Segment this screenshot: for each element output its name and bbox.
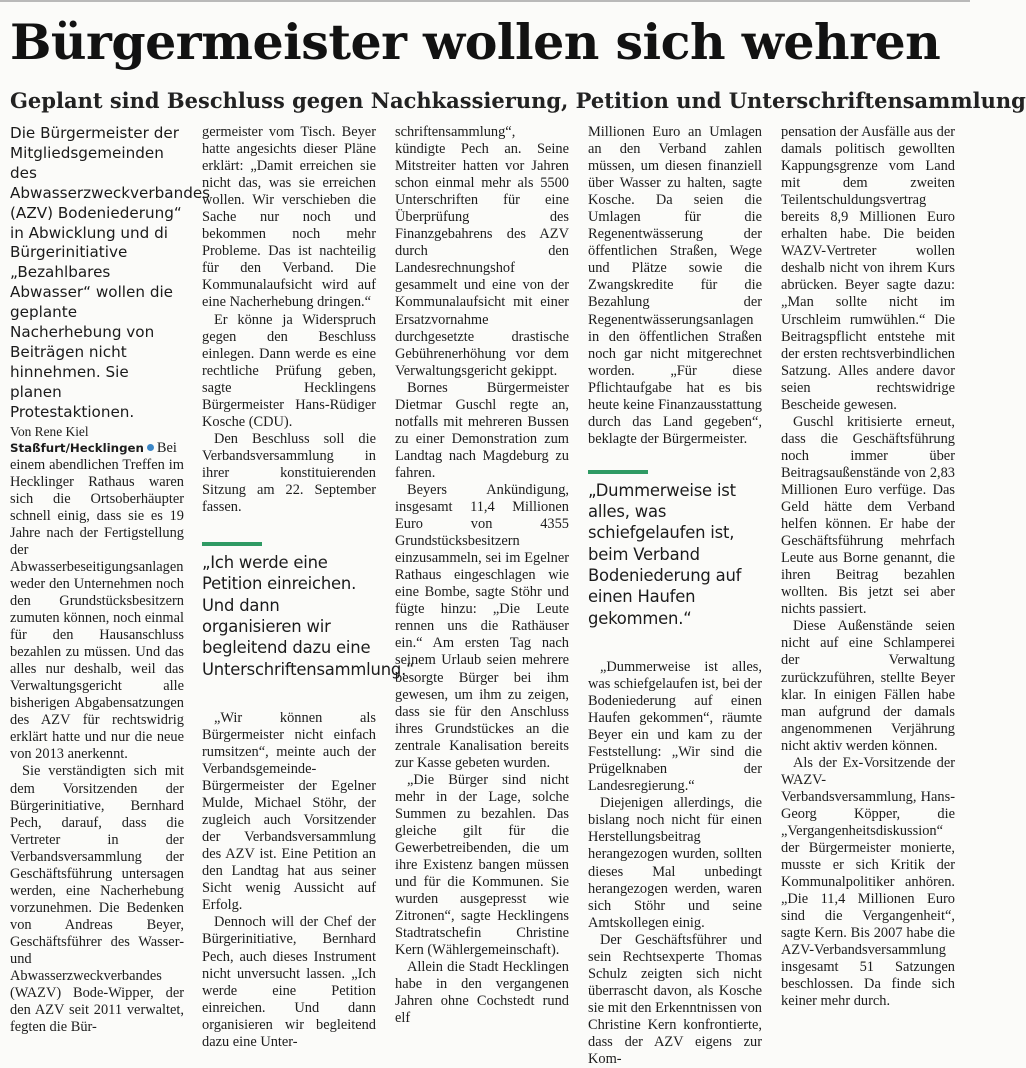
top-rule bbox=[0, 0, 970, 2]
pull-quote-text: „Dummerweise ist alles, was schiefgelaufen ist, beim Verband Bodeniederung auf einen Haufen gekommen.“ bbox=[588, 480, 742, 628]
dateline-dot-icon bbox=[147, 444, 154, 451]
body-paragraph: germeister vom Tisch. Beyer hatte angesichts dieser Pläne erklärt: „Damit erreichen sie nicht das, was sie erreichen wollen. Wir verschieben die Sache nur noch und bekommen noch mehr Probleme. Das ist nachteilig für den Verband. Die Kommunalaufsicht wird auf eine Nacherhebung dringen.“ bbox=[202, 124, 376, 311]
body-paragraph: Dennoch will der Chef der Bürgerinitiative, Bernhard Pech, auch dieses Instrument nicht unversucht lassen. „Ich werde eine Petition einreichen. Und dann organisieren wir begleitend dazu eine Unter- bbox=[202, 914, 376, 1050]
body-paragraph: Er könne ja Widerspruch gegen den Beschluss einlegen. Dann werde es eine rechtliche Prüfung geben, sagte Hecklingens Bürgermeister Hans-Rüdiger Kosche (CDU). bbox=[202, 311, 376, 430]
body-paragraph: pensation der Ausfälle aus der damals politisch gewollten Kappungsgrenze vom Land mit dem zweiten Teilentschuldungsvertrag bereits 8,9 Millionen Euro erhalten habe. Die beiden WAZV-Vertreter wollen deshalb nicht von ihrem Kurs abrücken. Beyer sagte dazu: „Man sollte nicht im Urschleim rumwühlen.“ Die Beitragspflicht entstehe mit der ersten rechtsverbindlichen Satzung. Alles andere davor seien rechtswidrige Bescheide gewesen. bbox=[781, 124, 955, 413]
column-2 bbox=[202, 124, 415, 1050]
byline: Von Rene Kiel bbox=[10, 423, 89, 439]
column-1 bbox=[10, 124, 211, 1036]
body-paragraph: schriftensammlung“, kündigte Pech an. Seine Mitstreiter hatten vor Jahren schon einmal mehr als 5500 Unterschriften für eine Überprüfung des Finanzgebahrens des AZV durch den Landesrechnungshof gesammelt und eine von der Kommunalaufsicht mit einer Ersatzvornahme durchgesetzte drastische Gebührenerhöhung vor dem Verwaltungsgericht gekippt. bbox=[395, 124, 569, 379]
body-paragraph: Sie verständigten sich mit dem Vorsitzenden der Bürgerinitiative, Bernhard Pech, darauf, dass die Vertreter in der Verbandsversammlung der Geschäftsführung untersagen werden, eine Nacherhebung vorzunehmen. Die Bedenken von Andreas Beyer, Geschäftsführer des Wasser- und Abwasserzweckverbandes (WAZV) Bode-Wipper, der den AZV seit 2011 verwaltet, fegten die Bür- bbox=[10, 763, 184, 1036]
headline: Bürgermeister wollen sich wehren bbox=[10, 13, 941, 71]
body-paragraph: Guschl kritisierte erneut, dass die Geschäftsführung noch immer über Beitragsaußenstände von 2,83 Millionen Euro verfüge. Das Geld hätte dem Verband helfen können. Er habe der Geschäftsführung mehrfach Leute aus Borne genannt, die ihren Beitrag bezahlen wollten. Bis jetzt sei aber nichts passiert. bbox=[781, 413, 955, 618]
subheadline: Geplant sind Beschluss gegen Nachkassierung, Petition und Unterschriftensammlung bbox=[10, 88, 1026, 113]
body-paragraph: Millionen Euro an Umlagen an den Verband zahlen müssen, um diesen finanziell über Wasser zu halten, sagte Kosche. Da seien die Umlagen für die Regenentwässerung der öffentlichen Straßen, Wege und Plätze sowie die Zwangskredite für die Bezahlung der Regenentwässerungsanlagen in den öffentlichen Straßen noch gar nicht mitgerechnet worden. „Für diese Pflichtaufgabe hat es bis heute keine Finanzausstattung durch das Land gegeben“, beklagte der Bürgermeister. bbox=[588, 124, 762, 447]
pull-quote-2 bbox=[588, 470, 762, 629]
body-paragraph: Diejenigen allerdings, die bislang noch nicht für einen Herstellungsbeitrag herangezogen wurden, sollten dieses Mal unbedingt herangezogen werden, waren sich Stöhr und seine Amtskollegen einig. bbox=[588, 795, 762, 931]
body-paragraph: Der Geschäftsführer und sein Rechtsexperte Thomas Schulz zeigten sich nicht überrascht davon, als Kosche sie mit den Erkenntnissen von Christine Kern konfrontierte, dass der AZV eigens zur Kom- bbox=[588, 931, 762, 1068]
pull-quote-text: „Ich werde eine Petition einreichen. Und dann organisieren wir begleitend dazu eine Unterschriftensammlung.“ bbox=[202, 553, 415, 679]
body-paragraph: „Dummerweise ist alles, was schiefgelaufen ist, bei der Bodeniederung auf einen Haufen gekommen“, räumte Beyer ein und kam zu der Feststellung: „Wir sind die Prügelknaben der Landesregierung.“ bbox=[588, 658, 762, 795]
pull-quote-bar bbox=[202, 542, 262, 546]
pull-quote-1 bbox=[202, 542, 415, 680]
body-paragraph: Beyers Ankündigung, insgesamt 11,4 Millionen Euro von 4355 Grundstücksbesitzern einzusammeln, sei im Egelner Rathaus eingeschlagen wie eine Bombe, sagte Stöhr und fügte hinzu: „Die Leute rennen uns die Rathäuser ein.“ Am ersten Tag nach seinem Urlaub seien mehrere besorgte Bürger bei ihm gewesen, um ihm zu zeigen, dass sie für den Anschluss ihres Grundstückes an die zentrale Kanalisation bereits zur Kasse gebeten wurden. bbox=[395, 481, 569, 771]
body-paragraph: „Die Bürger sind nicht mehr in der Lage, solche Summen zu bezahlen. Das gleiche gilt für die Gewerbetreibenden, die um ihre Existenz bangen müssen und für die Kommunen. Sie wurden ausgepresst wie Zitronen“, sagte Hecklingens Stadtratschefin Christine Kern (Wählergemeinschaft). bbox=[395, 771, 569, 959]
teaser: Die Bürgermeister der Mitgliedsgemeinden des Abwasserzweckverbandes (AZV) Bodeniederung“ in Abwicklung und di Bürgerinitiative „Bezahlbares Abwasser“ wollen die geplante Nacherhebung von Beiträgen nicht hinnehmen. Sie planen Protestaktionen. bbox=[10, 124, 211, 421]
column-3 bbox=[395, 124, 569, 1027]
body-paragraph: Diese Außenstände seien nicht auf eine Schlamperei der Verwaltung zurückzuführen, stellte Beyer klar. In einigen Fällen habe man aufgrund der damals angenommenen Verjährung nicht aktiv werden können. bbox=[781, 618, 955, 754]
body-paragraph: Bornes Bürgermeister Dietmar Guschl regte an, notfalls mit mehreren Bussen zu einer Demonstration zum Landtag nach Magdeburg zu fahren. bbox=[395, 379, 569, 481]
column-5 bbox=[781, 124, 955, 1010]
column-4 bbox=[588, 124, 762, 1068]
body-paragraph bbox=[10, 440, 184, 764]
dateline: Staßfurt/Hecklingen bbox=[10, 440, 144, 455]
body-paragraph: Als der Ex-Vorsitzende der WAZV-Verbandsversammlung, Hans-Georg Köpper, die „Vergangenheitsdiskussion“ der Bürgermeister monierte, musste er sich Kritik der Kommunalpolitiker anhören. „Die 11,4 Millionen Euro sind die Vergangenheit“, sagte Kern. Bis 2007 habe die AZV-Verbandsversammlung insgesamt 51 Satzungen beschlossen. Da finde sich keiner mehr durch. bbox=[781, 754, 955, 1010]
body-paragraph: „Wir können als Bürgermeister nicht einfach rumsitzen“, meinte auch der Verbandsgemeinde-Bürgermeister der Egelner Mulde, Michael Stöhr, der zugleich auch Vorsitzender der Verbandsversammlung des AZV ist. Eine Petition an den Landtag hat aus seiner Sicht wenig Aussicht auf Erfolg. bbox=[202, 709, 376, 914]
body-text: Bei einem abendlichen Treffen im Hecklinger Rathaus waren sich die Ortsoberhäupter schnell einig, dass sie es 19 Jahre nach der Fertigstellung der Abwasserbeseitigungsanlagen weder den Unternehmen noch den Grundstücksbesitzern zumuten können, noch einmal für den Hausanschluss bezahlen zu müssen. Und das alles nur deshalb, weil das Verwaltungsgericht alle bisherigen Abgabensatzungen des AZV für rechtswidrig erklärt hatte und nur die neue von 2013 anerkennt. bbox=[10, 439, 184, 763]
pull-quote-bar bbox=[588, 470, 648, 474]
body-paragraph: Den Beschluss soll die Verbandsversammlung in ihrer konstituierenden Sitzung am 22. September fassen. bbox=[202, 430, 376, 516]
body-paragraph: Allein die Stadt Hecklingen habe in den vergangenen Jahren ohne Cochstedt rund elf bbox=[395, 959, 569, 1027]
